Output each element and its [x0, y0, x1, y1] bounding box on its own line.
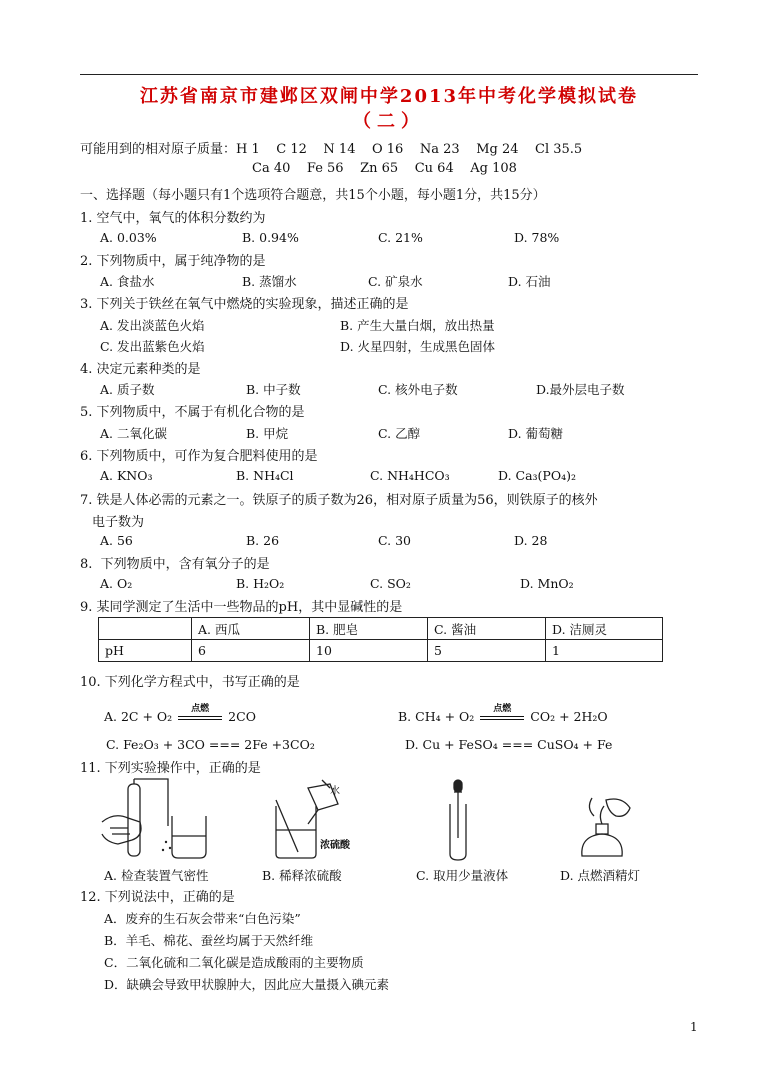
q5-option-b: B. 甲烷: [246, 426, 289, 441]
q2-option-b: B. 蒸馏水: [242, 274, 297, 289]
q12-option-a: A．废弃的生石灰会带来“白色污染”: [104, 911, 301, 926]
q8-option-b: B. H₂O₂: [236, 576, 285, 591]
question-8-stem: 8. 下列物质中，含有氧分子的是: [80, 557, 270, 572]
page-subtitle: （二）: [353, 111, 425, 132]
question-4-stem: 4. 决定元素种类的是: [80, 362, 201, 377]
q2-option-d: D. 石油: [508, 274, 551, 289]
q4-option-b: B. 中子数: [246, 382, 301, 397]
page-number: 1: [690, 1020, 698, 1034]
table-cell: 6: [192, 640, 310, 662]
q4-option-d: D.最外层电子数: [536, 382, 625, 397]
equation-arrow: [480, 703, 524, 723]
q10-option-c: C. Fe₂O₃ + 3CO === 2Fe +3CO₂: [106, 737, 315, 752]
q6-option-d: D. Ca₃(PO₄)₂: [498, 468, 576, 483]
question-10-stem: 10. 下列化学方程式中，书写正确的是: [80, 675, 300, 690]
equation-arrow: [178, 703, 222, 723]
question-11-stem: 11. 下列实验操作中，正确的是: [80, 761, 261, 776]
table-cell: C. 酱油: [428, 618, 546, 640]
q10-b-reactants: B. CH₄ + O₂: [398, 709, 475, 724]
page-title: 江苏省南京市建邺区双闸中学2013年中考化学模拟试卷: [139, 86, 639, 107]
q12-option-b: B．羊毛、棉花、蚕丝均属于天然纤维: [104, 933, 314, 948]
table-cell: 5: [428, 640, 546, 662]
q10-option-d: D. Cu + FeSO₄ === CuSO₄ + Fe: [405, 737, 613, 752]
q10-a-reactants: A. 2C + O₂: [104, 709, 173, 724]
question-5-stem: 5. 下列物质中，不属于有机化合物的是: [80, 405, 305, 420]
question-1-stem: 1. 空气中，氧气的体积分数约为: [80, 211, 266, 226]
question-9-stem: 9. 某同学测定了生活中一些物品的pH，其中显碱性的是: [80, 600, 403, 615]
q10-b-products: CO₂ + 2H₂O: [530, 709, 608, 724]
reaction-condition: 点燃: [493, 703, 512, 714]
q1-option-c: C. 21%: [378, 230, 423, 245]
q3-option-d: D. 火星四射，生成黑色固体: [340, 339, 496, 354]
q10-option-a: [104, 703, 256, 724]
acid-label: 浓硫酸: [320, 840, 350, 851]
q10-option-b: [398, 703, 608, 724]
q7-option-d: D. 28: [514, 533, 548, 548]
q5-option-a: A. 二氧化碳: [100, 426, 167, 441]
atomic-mass-line-1: 可能用到的相对原子质量：H 1 C 12 N 14 O 16 Na 23 Mg 24 Cl 35.5: [80, 142, 583, 157]
table-row: [99, 640, 663, 662]
alcohol-lamp-icon: [576, 796, 636, 862]
q1-option-d: D. 78%: [514, 230, 560, 245]
q12-option-c: C．二氧化硫和二氧化碳是造成酸雨的主要物质: [104, 955, 364, 970]
table-row: [99, 618, 663, 640]
header-rule: [80, 74, 698, 75]
q11-option-c: C. 取用少量液体: [416, 868, 509, 883]
q3-option-a: A. 发出淡蓝色火焰: [100, 318, 205, 333]
q7-option-c: C. 30: [378, 533, 411, 548]
q5-option-c: C. 乙醇: [378, 426, 421, 441]
q11-option-d: D. 点燃酒精灯: [560, 868, 641, 883]
table-cell: D. 洁厕灵: [546, 618, 663, 640]
question-3-stem: 3. 下列关于铁丝在氧气中燃烧的实验现象，描述正确的是: [80, 297, 409, 312]
table-cell: 1: [546, 640, 663, 662]
q8-option-c: C. SO₂: [370, 576, 411, 591]
question-7-stem: 7. 铁是人体必需的元素之一。铁原子的质子数为26，相对原子质量为56，则铁原子的核外: [80, 493, 598, 508]
atomic-mass-line-2: Ca 40 Fe 56 Zn 65 Cu 64 Ag 108: [252, 161, 517, 176]
q3-option-b: B. 产生大量白烟，放出热量: [340, 318, 495, 333]
q12-option-d: D．缺碘会导致甲状腺肿大，因此应大量摄入碘元素: [104, 977, 390, 992]
question-2-stem: 2. 下列物质中，属于纯净物的是: [80, 254, 266, 269]
dilute-acid-icon: [268, 778, 378, 862]
table-cell: B. 肥皂: [310, 618, 428, 640]
q6-option-a: A. KNO₃: [100, 468, 153, 483]
q8-option-a: A. O₂: [100, 576, 133, 591]
reaction-condition: 点燃: [191, 703, 210, 714]
question-12-stem: 12. 下列说法中，正确的是: [80, 890, 235, 905]
q4-option-c: C. 核外电子数: [378, 382, 458, 397]
q6-option-c: C. NH₄HCO₃: [370, 468, 450, 483]
q11-option-b: B. 稀释浓硫酸: [262, 868, 342, 883]
table-cell: [99, 618, 192, 640]
water-label: 水: [330, 786, 340, 797]
table-cell: 10: [310, 640, 428, 662]
ph-table: [98, 617, 663, 662]
q5-option-d: D. 葡萄糖: [508, 426, 564, 441]
question-6-stem: 6. 下列物质中，可作为复合肥料使用的是: [80, 449, 318, 464]
q8-option-d: D. MnO₂: [520, 576, 574, 591]
q7-option-a: A. 56: [100, 533, 133, 548]
q11-option-a: A. 检查装置气密性: [104, 868, 209, 883]
q10-a-products: 2CO: [228, 709, 256, 724]
table-cell: pH: [99, 640, 192, 662]
dropper-test-tube-icon: [440, 778, 480, 862]
airtightness-check-icon: [100, 778, 210, 860]
q2-option-a: A. 食盐水: [100, 274, 155, 289]
q1-option-a: A. 0.03%: [100, 230, 157, 245]
q1-option-b: B. 0.94%: [242, 230, 299, 245]
q3-option-c: C. 发出蓝紫色火焰: [100, 339, 205, 354]
q6-option-b: B. NH₄Cl: [236, 468, 294, 483]
section-heading: 一、选择题（每小题只有1个选项符合题意，共15个小题，每小题1分，共15分）: [80, 188, 546, 203]
q2-option-c: C. 矿泉水: [368, 274, 423, 289]
q7-option-b: B. 26: [246, 533, 280, 548]
question-7-stem-cont: 电子数为: [92, 515, 145, 530]
q4-option-a: A. 质子数: [100, 382, 155, 397]
table-cell: A. 西瓜: [192, 618, 310, 640]
